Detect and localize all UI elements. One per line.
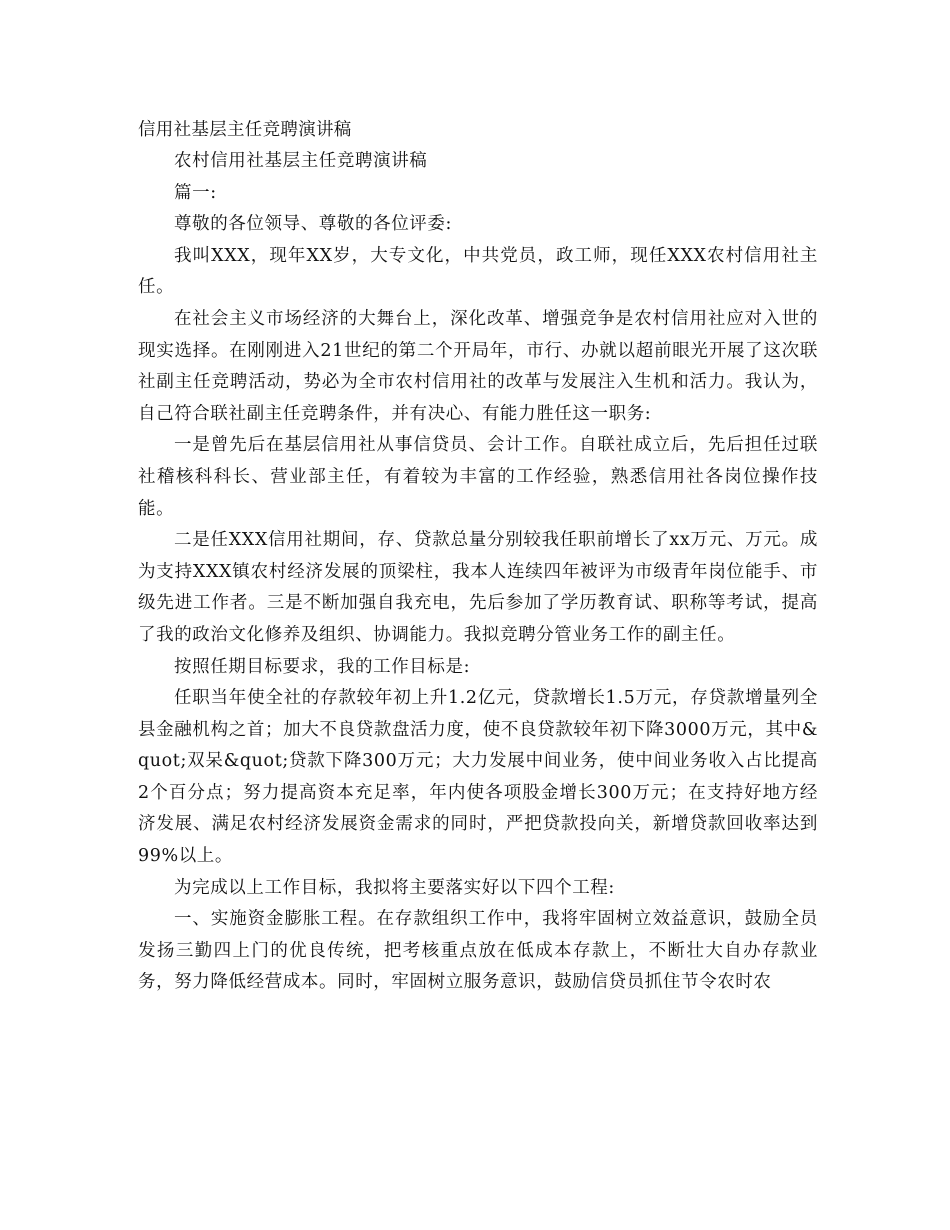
- paragraph-subtitle: 农村信用社基层主任竞聘演讲稿: [174, 151, 428, 171]
- paragraph-experience: 一是曾先后在基层信用社从事信贷员、会计工作。自联社成立后，先后担任过联社稽核科科长、营业部主任，有着较为丰富的工作经验，熟悉信用社各岗位操作技能。: [138, 435, 818, 519]
- paragraph-self-intro: 我叫XXX，现年XX岁，大专文化，中共党员，政工师，现任XXX农村信用社主任。: [138, 245, 818, 298]
- paragraph-achievements: 二是任XXX信用社期间，存、贷款总量分别较我任职前增长了xx万元、万元。成为支持XXX镇农村经济发展的顶梁柱，我本人连续四年被评为市级青年岗位能手、市级先进工作者。三是不断加强自我充电，先后参加了学历教育试、职称等考试，提高了我的政治文化修养及组织、协调能力。我拟竞聘分管业务工作的副主任。: [138, 530, 818, 645]
- paragraph-background: 在社会主义市场经济的大舞台上，深化改革、增强竞争是农村信用社应对入世的现实选择。在刚刚进入21世纪的第二个开局年，市行、办就以超前眼光开展了这次联社副主任竞聘活动，势必为全市农村信用社的改革与发展注入生机和活力。我认为，自己符合联社副主任竞聘条件，并有决心、有能力胜任这一职务:: [138, 308, 818, 424]
- paragraph-part-one: 篇一:: [174, 182, 217, 203]
- paragraph-goals-intro: 按照任期目标要求，我的工作目标是:: [174, 656, 471, 677]
- paragraph-projects-intro: 为完成以上工作目标，我拟将主要落实好以下四个工程:: [174, 877, 615, 898]
- paragraph-goals: 任职当年使全社的存款较年初上升1.2亿元，贷款增长1.5万元，存贷款增量列全县金融机构之首；加大不良贷款盘活力度，使不良贷款较年初下降3000万元，其中&quot;双呆&quot;贷款下降300万元；大力发展中间业务，使中间业务收入占比提高2个百分点；努力提高资本充足率，年内使各项股金增长300万元；在支持好地方经济发展、满足农村经济发展资金需求的同时，严把贷款投向关，新增贷款回收率达到99%以上。: [138, 688, 818, 867]
- paragraph-salutation: 尊敬的各位领导、尊敬的各位评委:: [174, 214, 452, 235]
- document-title: 信用社基层主任竞聘演讲稿: [138, 120, 352, 140]
- document-body: [138, 115, 818, 999]
- paragraph-project-one: 一、实施资金膨胀工程。在存款组织工作中，我将牢固树立效益意识，鼓励全员发扬三勤四上门的优良传统，把考核重点放在低成本存款上，不断壮大自办存款业务，努力降低经营成本。同时，牢固树立服务意识，鼓励信贷员抓住节令农时农: [138, 909, 818, 993]
